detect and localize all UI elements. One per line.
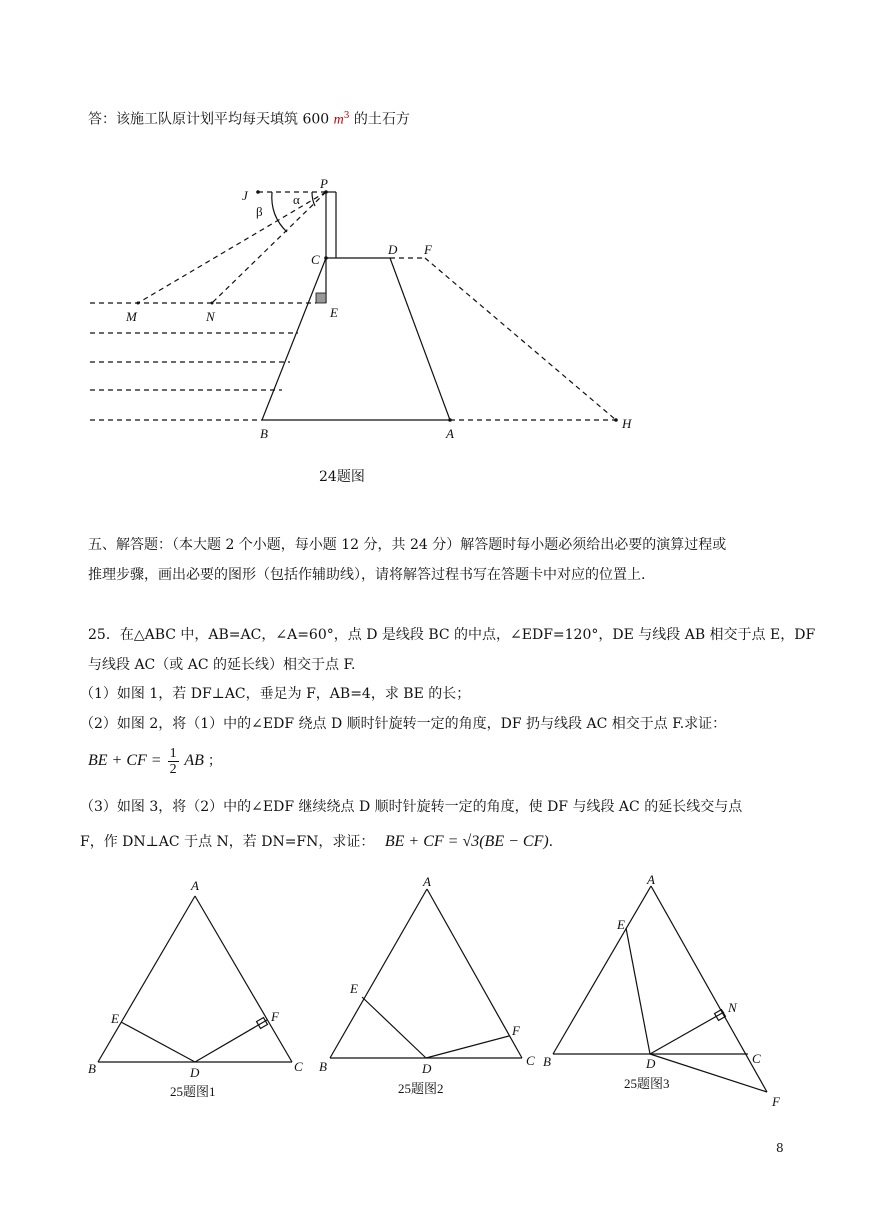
formula3-end: .: [548, 834, 554, 850]
fig1-label-a: A: [191, 878, 199, 893]
fig3-segment-dn: [650, 1012, 724, 1054]
page-number: 8: [776, 1141, 784, 1155]
fig2-side-ab: [330, 889, 427, 1058]
fig24-fh-line: [425, 258, 616, 420]
fig2-segment-de: [362, 997, 426, 1058]
q25-line1: 25．在△ABC 中，AB=AC，∠A=60°，点 D 是线段 BC 的中点，∠EDF=120°，DE 与线段 AB 相交于点 E，DF: [88, 627, 816, 643]
answer-unit: m: [333, 112, 344, 128]
fig1-side-ac: [195, 896, 292, 1062]
answer-prefix: 答：该施工队原计划平均每天填筑 600: [88, 111, 334, 128]
formula2-left: BE + CF =: [88, 752, 162, 770]
fig3-label-e: E: [617, 917, 625, 932]
q25-part1: （1）如图 1，若 DF⊥AC，垂足为 F，AB=4，求 BE 的长；: [80, 686, 471, 702]
fig1-label-b: B: [88, 1061, 96, 1076]
fig2-side-ac: [427, 889, 522, 1058]
fig24-label-d: D: [388, 242, 398, 257]
fig2-label-c: C: [526, 1053, 535, 1068]
fig24-pn-line: [212, 192, 326, 303]
part3-line2-text: F，作 DN⊥AC 于点 N，若 DN=FN，求证：: [80, 834, 375, 850]
fig24-label-m: M: [126, 309, 137, 324]
q25-part2: （2）如图 2，将（1）中的∠EDF 绕点 D 顺时针旋转一定的角度，DF 扔与线段 AC 相交于点 F.求证：: [80, 716, 727, 732]
fig3-side-ac-extended: [651, 886, 767, 1092]
fig25-1: [98, 896, 292, 1062]
fig24-label-beta: β: [256, 204, 263, 219]
fig24-label-j: J: [242, 188, 248, 203]
fig24-point-m: [137, 302, 140, 305]
formula2-end: ；: [207, 754, 222, 770]
fig24-label-h: H: [622, 416, 632, 431]
fig24-label-a: A: [446, 426, 454, 441]
answer-unit-exp: 3: [343, 111, 350, 121]
fig2-label-d: D: [422, 1061, 432, 1076]
q25-formula2: [88, 746, 222, 777]
fig3-label-a: A: [647, 872, 655, 887]
fig3-label-f: F: [772, 1094, 780, 1109]
fig2-label-f: F: [512, 1023, 520, 1038]
formula2-right: AB: [184, 752, 204, 770]
fig1-segment-de: [121, 1022, 195, 1062]
fig3-label-b: B: [543, 1054, 551, 1069]
fig1-label-d: D: [190, 1065, 200, 1080]
fig24-label-f: F: [424, 242, 432, 257]
figure-25: [0, 870, 869, 1130]
fig25-caption-1: 25题图1: [170, 1084, 216, 1099]
fig3-segment-de: [626, 928, 650, 1054]
fig1-segment-df: [195, 1020, 267, 1062]
q25-part3-line1: （3）如图 3，将（2）中的∠EDF 继续绕点 D 顺时针旋转一定的角度，使 DF 与线段 AC 的延长线交与点: [80, 799, 743, 815]
fig24-point-j: [256, 190, 260, 194]
fig24-point-h: [614, 418, 618, 422]
q25-line2: 与线段 AC（或 AC 的延长线）相交于点 F.: [88, 657, 356, 673]
fig24-label-b: B: [260, 426, 268, 441]
fig3-label-d: D: [646, 1056, 656, 1071]
fig3-side-ab: [553, 886, 651, 1054]
fig25-caption-2: 25题图2: [398, 1081, 444, 1096]
fig24-beta-arc: [272, 192, 287, 232]
formula2-numerator: 1: [169, 746, 177, 761]
fig2-label-b: B: [319, 1059, 327, 1074]
fig24-right-angle-mark: [316, 293, 326, 303]
q25-part3-line2: [80, 832, 553, 852]
fig25-2: [330, 889, 522, 1058]
figure-24: [0, 0, 869, 500]
fig24-label-e: E: [330, 305, 338, 320]
fig2-label-a: A: [423, 874, 431, 889]
fig24-pm-line: [138, 192, 326, 303]
fig25-3: [553, 886, 767, 1092]
fig24-label-c: C: [311, 252, 320, 267]
fig24-caption: 24题图: [319, 469, 365, 485]
fig24-label-p: P: [320, 176, 328, 191]
fig2-label-e: E: [350, 981, 358, 996]
fig1-side-ab: [98, 896, 195, 1062]
fig24-point-n: [211, 302, 214, 305]
fig2-segment-df: [426, 1036, 509, 1058]
fig25-caption-3: 25题图3: [624, 1076, 670, 1091]
formula3: BE + CF = √3(BE − CF): [384, 833, 549, 850]
formula2-denominator: 2: [169, 762, 177, 777]
answer-suffix: 的土石方: [349, 111, 410, 128]
fig24-point-a: [448, 418, 452, 422]
fig3-label-c: C: [752, 1051, 761, 1066]
fig1-label-f: F: [271, 1009, 279, 1024]
fig24-side-da: [390, 258, 450, 420]
fig3-label-n: N: [728, 1000, 737, 1015]
fig1-label-e: E: [111, 1011, 119, 1026]
section5-line2: 推理步骤，画出必要的图形（包括作辅助线），请将解答过程书写在答题卡中对应的位置上.: [88, 567, 646, 583]
section5-line1: 五、解答题：（本大题 2 个小题，每小题 12 分，共 24 分）解答题时每小题必须给出必要的演算过程或: [88, 537, 727, 553]
fig24-point-c: [324, 256, 328, 260]
fig1-label-c: C: [294, 1059, 303, 1074]
formula2-fraction: [168, 746, 179, 777]
fig24-side-bc: [262, 258, 326, 420]
fig24-label-n: N: [206, 309, 215, 324]
fig24-label-alpha: α: [293, 192, 300, 207]
